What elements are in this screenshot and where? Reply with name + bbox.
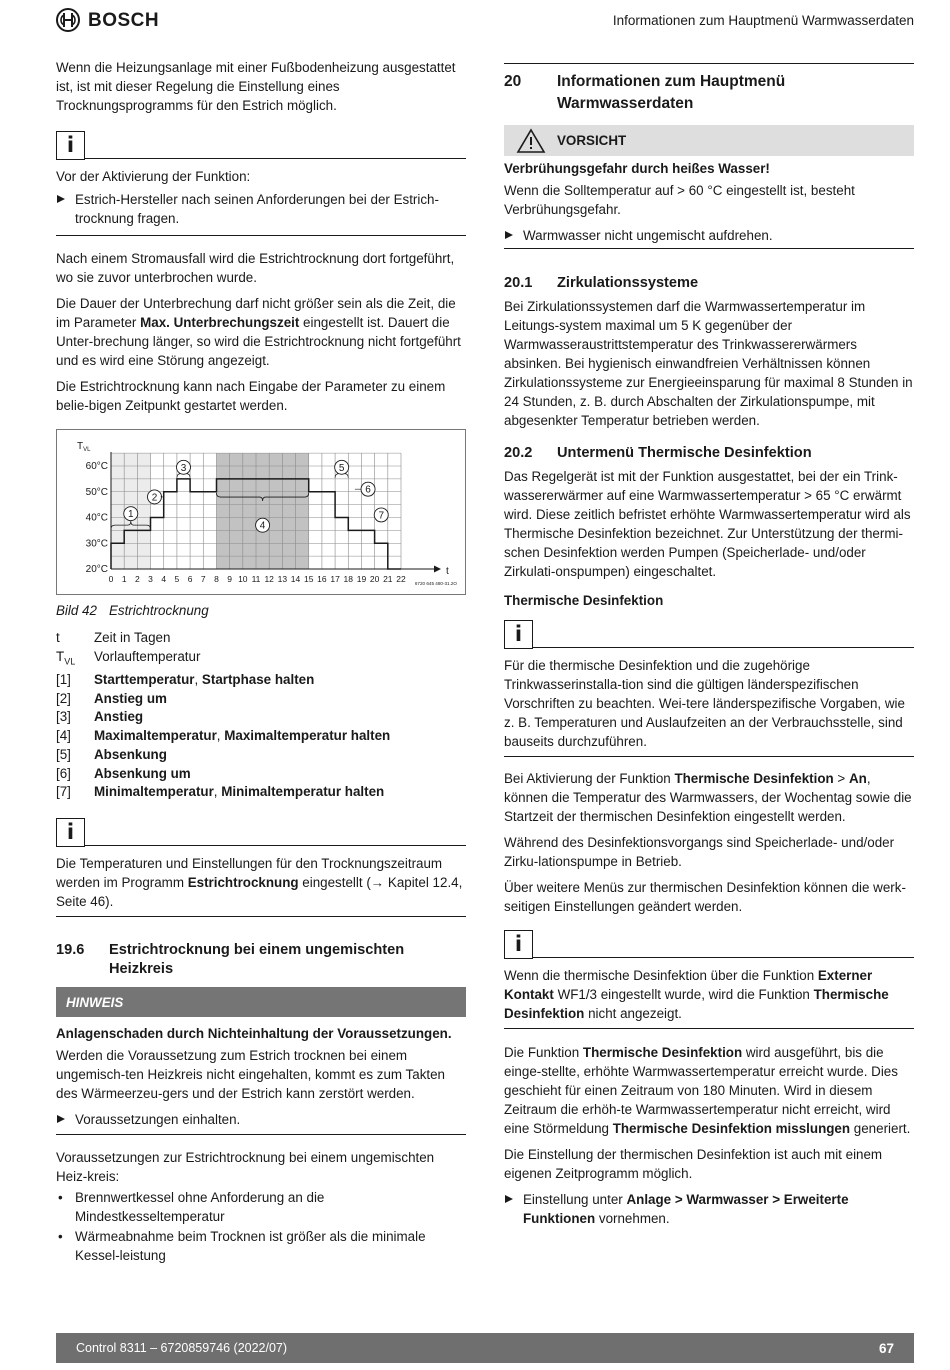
y-tick-label: 60°C bbox=[85, 461, 108, 472]
x-tick-label: 0 bbox=[108, 574, 114, 584]
notice-action: Voraussetzungen einhalten. bbox=[56, 1110, 466, 1129]
x-tick-label: 13 bbox=[277, 574, 288, 584]
legend-key: [6] bbox=[56, 765, 71, 781]
legend-key: [2] bbox=[56, 690, 71, 706]
y-tick-label: 20°C bbox=[85, 564, 108, 575]
figure-legend bbox=[56, 629, 466, 802]
timeprogram-paragraph: Die Einstellung der thermischen Desinfektion ist auch mit einem eigenen Zeitprogramm möglich. bbox=[504, 1147, 883, 1181]
y-tick-label: 50°C bbox=[85, 486, 108, 498]
subheading-thermal-disinfection: Thermische Desinfektion bbox=[504, 593, 664, 608]
note-lead: Vor der Aktivierung der Funktion: bbox=[56, 169, 251, 184]
section-heading-20-2: 20.2 Untermenü Thermische Desinfektion bbox=[504, 445, 812, 461]
info-icon: i bbox=[56, 131, 85, 160]
callout-label: 4 bbox=[259, 520, 266, 532]
x-tick-label: 2 bbox=[134, 574, 140, 584]
bosch-armature-icon bbox=[56, 8, 80, 32]
x-tick-label: 9 bbox=[227, 574, 233, 584]
x-tick-label: 20 bbox=[369, 574, 380, 584]
requirement-item: • Wärmeabnahme beim Trocknen ist größer als die minimale Kessel-leistung bbox=[56, 1227, 466, 1265]
section-heading-19-6: 19.6 Estrichtrocknung bei einem ungemischten Heizkreis bbox=[56, 942, 405, 977]
pumps-paragraph: Während des Desinfektionsvorgangs sind Speicherlade- und/oder Zirku-lationspumpe in Betrieb. bbox=[504, 835, 895, 869]
bosch-logo bbox=[56, 8, 159, 32]
menus-paragraph: Über weitere Menüs zur thermischen Desinfektion können die werk-seitigen Einstellungen geändert werden. bbox=[504, 880, 906, 914]
requirement-item: • Brennwertkessel ohne Anforderung an die Mindestkesseltemperatur bbox=[56, 1188, 466, 1226]
callout-label: 2 bbox=[151, 492, 158, 504]
footer-document-id: Control 8311 – 6720859746 (2022/07) bbox=[76, 1340, 288, 1355]
legend-row bbox=[56, 629, 466, 648]
info-note-2 bbox=[56, 818, 466, 917]
x-tick-label: 21 bbox=[383, 574, 393, 584]
legend-key: $T_{VL}$ bbox=[56, 648, 76, 667]
info-icon: i bbox=[504, 620, 533, 649]
x-tick-label: 4 bbox=[161, 574, 167, 584]
page-header bbox=[56, 8, 914, 36]
info-note-1 bbox=[56, 131, 466, 236]
page-number: 67 bbox=[878, 1340, 894, 1356]
section-heading-20-1: 20.1 Zirkulationssysteme bbox=[504, 275, 699, 291]
x-tick-label: 8 bbox=[214, 574, 219, 584]
warning-triangle-icon bbox=[504, 128, 557, 154]
x-tick-label: 12 bbox=[264, 574, 274, 584]
note4-text: Wenn die thermische Desinfektion über die Funktion Externer Kontakt WF1/3 eingestellt wurde, wird die Funktion Thermische Desinfektion nicht angezeigt. bbox=[504, 968, 889, 1021]
x-tick-label: 5 bbox=[174, 574, 180, 584]
figure-caption: Bild 42 Estrichtrocknung bbox=[56, 603, 209, 618]
page-footer bbox=[56, 1333, 914, 1363]
legend-key: [7] bbox=[56, 784, 71, 800]
disinfection-paragraph: Das Regelgerät ist mit der Funktion ausgestattet, bei der ein Trink-wassererwärmer auf eine Warmwassertemperatur > 65 °C erwärmt wird. Diese zeitlich befristet erhöhte Warmwassertemperatur wird als Thermische Desinfektion bezeichnet. Zur Unterstützung der thermi-schen Desinfektion werden Pumpen (Speicherlade- und/oder Zirkulati-onspumpen) eingeschaltet. bbox=[504, 469, 911, 579]
x-tick-label: 17 bbox=[330, 574, 340, 584]
info-icon: i bbox=[504, 930, 533, 959]
legend-row bbox=[56, 690, 466, 709]
right-column bbox=[504, 58, 914, 1232]
divider bbox=[504, 63, 914, 64]
notice-headline: Anlagenschaden durch Nichteinhaltung der Voraussetzungen. bbox=[56, 1026, 452, 1041]
callout-label: 5 bbox=[338, 462, 345, 474]
legend-text: Maximaltemperatur, Maximaltemperatur halten bbox=[94, 728, 391, 744]
notice-bar: HINWEIS bbox=[56, 987, 466, 1017]
paragraph-power-failure: Nach einem Stromausfall wird die Estrichtrocknung dort fortgeführt, wo sie zuvor unterbrochen wurde. bbox=[56, 251, 455, 285]
callout-label: 1 bbox=[127, 509, 134, 521]
callout-label: 7 bbox=[378, 510, 385, 522]
note-action-item: Estrich-Hersteller nach seinen Anforderungen bei der Estrich-trocknung fragen. bbox=[56, 190, 466, 228]
chart-svg bbox=[57, 430, 465, 594]
brand-name: BOSCH bbox=[88, 9, 160, 31]
legend-text: Vorlauftemperatur bbox=[94, 648, 201, 664]
y-tick-label: 40°C bbox=[85, 512, 108, 524]
figure-reference: 6720 645 480-31.2O bbox=[414, 581, 457, 586]
legend-row bbox=[56, 727, 466, 746]
info-note-4 bbox=[504, 930, 914, 1029]
legend-key: t bbox=[56, 630, 60, 645]
legend-text: Anstieg um bbox=[94, 690, 167, 706]
legend-row bbox=[56, 671, 466, 690]
x-axis-arrow bbox=[434, 566, 441, 573]
intro-paragraph: Wenn die Heizungsanlage mit einer Fußbodenheizung ausgestattet ist, ist mit dieser Regelung die Einstellung eines Trocknungsprogramms für den Estrich möglich. bbox=[56, 60, 456, 113]
callout-label: 6 bbox=[365, 484, 371, 496]
requirements-lead: Voraussetzungen zur Estrichtrocknung bei einem ungemischten Heiz-kreis: bbox=[56, 1150, 435, 1184]
legend-row bbox=[56, 783, 466, 802]
legend-text: Minimaltemperatur, Minimaltemperatur halten bbox=[94, 784, 385, 800]
legend-row bbox=[56, 746, 466, 765]
x-axis-label: t bbox=[446, 566, 449, 577]
info-note-3 bbox=[504, 620, 914, 757]
note2-text: Die Temperaturen und Einstellungen für den Trocknungszeitraum werden im Programm Estrichtrocknung eingestellt (→ Kapitel 12.4, Seite 46). bbox=[56, 856, 463, 909]
callout-label: 3 bbox=[180, 462, 187, 474]
divider bbox=[56, 1134, 466, 1135]
caution-bar bbox=[504, 125, 914, 156]
x-tick-label: 1 bbox=[121, 574, 127, 584]
x-tick-label: 7 bbox=[200, 574, 206, 584]
phase-shading bbox=[216, 453, 308, 569]
screed-drying-chart bbox=[56, 429, 466, 595]
legend-key: [1] bbox=[56, 672, 71, 688]
caution-paragraph: Wenn die Solltemperatur auf > 60 °C eingestellt ist, besteht Verbrühungsgefahr. bbox=[504, 183, 855, 217]
legend-text: Starttemperatur, Startphase halten bbox=[94, 672, 315, 688]
x-tick-label: 22 bbox=[396, 574, 406, 584]
x-tick-label: 18 bbox=[343, 574, 354, 584]
settings-action: Einstellung unter Anlage > Warmwasser > Erweiterte Funktionen vornehmen. bbox=[504, 1190, 914, 1228]
legend-text: Zeit in Tagen bbox=[94, 630, 171, 645]
section-heading-20: 20 Informationen zum Hauptmenü Warmwasserdaten bbox=[504, 73, 786, 112]
legend-row bbox=[56, 765, 466, 784]
info-icon: i bbox=[56, 818, 85, 847]
note3-text: Für die thermische Desinfektion und die zugehörige Trinkwasserinstalla-tion sind die gültigen länderspezifischen Vorschriften zu beachten. Wei-tere länderspezifische Vorgaben, wie z. B. Temperaturen und Auslaufzeiten an der Verbrauchsstelle, sind bauseits durchzuführen. bbox=[504, 658, 905, 749]
y-tick-label: 30°C bbox=[85, 538, 108, 550]
caution-label: VORSICHT bbox=[557, 133, 627, 148]
legend-row bbox=[56, 648, 466, 671]
x-tick-label: 19 bbox=[356, 574, 367, 584]
legend-key: [5] bbox=[56, 746, 71, 762]
x-tick-label: 10 bbox=[238, 574, 248, 584]
circulation-paragraph: Bei Zirkulationssystemen darf die Warmwassertemperatur im Leitungs-system maximal um 5 K gegenüber der Warmwasseraustrittstemperatur des Trinkwassererwärmers absinken. Bei hygienisch einwandfreien Verhältnissen können Zirkulationssysteme zur Energieeinsparung für maximal 8 Stunden in 24 Stunden, z. B. durch Abschalten der Zirkulationspumpe, mit abgesenkter Temperatur betrieben werden. bbox=[504, 299, 913, 428]
x-tick-label: 15 bbox=[303, 574, 314, 584]
legend-text: Absenkung bbox=[94, 746, 167, 762]
paragraph-start: Die Estrichtrocknung kann nach Eingabe der Parameter zu einem belie-bigen Zeitpunkt gestartet werden. bbox=[56, 379, 446, 413]
x-tick-label: 3 bbox=[148, 574, 153, 584]
running-header-title: Informationen zum Hauptmenü Warmwasserdaten bbox=[612, 13, 914, 28]
legend-key: [3] bbox=[56, 709, 71, 725]
legend-text: Absenkung um bbox=[94, 765, 191, 781]
x-tick-label: 11 bbox=[251, 574, 261, 584]
legend-row bbox=[56, 708, 466, 727]
notice-paragraph: Werden die Voraussetzung zum Estrich trocknen bei einem ungemisch-ten Heizkreis nicht eingehalten, kommt es zum Takten des Wärmeerzeu-gers und der Estrich kann zerstört werden. bbox=[56, 1048, 446, 1101]
x-tick-label: 6 bbox=[187, 574, 193, 584]
legend-text: Anstieg bbox=[94, 709, 144, 725]
caution-headline: Verbrühungsgefahr durch heißes Wasser! bbox=[504, 161, 770, 176]
x-tick-label: 14 bbox=[290, 574, 301, 584]
y-axis-label: $T_{VL}$ bbox=[77, 441, 91, 453]
legend-key: [4] bbox=[56, 728, 71, 744]
activation-paragraph: Bei Aktivierung der Funktion Thermische Desinfektion > An, können die Temperatur des Warmwassers, der Wochentag sowie die Startzeit der thermischen Desinfektion eingestellt werden. bbox=[504, 771, 912, 824]
x-tick-label: 16 bbox=[317, 574, 327, 584]
left-column bbox=[56, 58, 466, 1266]
divider bbox=[504, 248, 914, 249]
caution-action: Warmwasser nicht ungemischt aufdrehen. bbox=[504, 226, 914, 245]
execution-paragraph: Die Funktion Thermische Desinfektion wird ausgeführt, bis die einge-stellte, erhöhte Warmwassertemperatur erreicht wurde. Dies geschieht für einen Zeitraum von 180 Minuten. Wird in diesem Zeitraum die erhöh-te Warmwassertemperatur nicht erreicht, wird eine Störmeldung Thermische Desinfektion misslungen generiert. bbox=[504, 1045, 911, 1136]
paragraph-interruption: Die Dauer der Unterbrechung darf nicht größer sein als die Zeit, die im Parameter Max. Unterbrechungszeit eingestellt ist. Dauert die Unter-brechung länger, so wird die Estrichtrocknung nicht fortgeführt und es wird eine Störung angezeigt. bbox=[56, 296, 461, 368]
